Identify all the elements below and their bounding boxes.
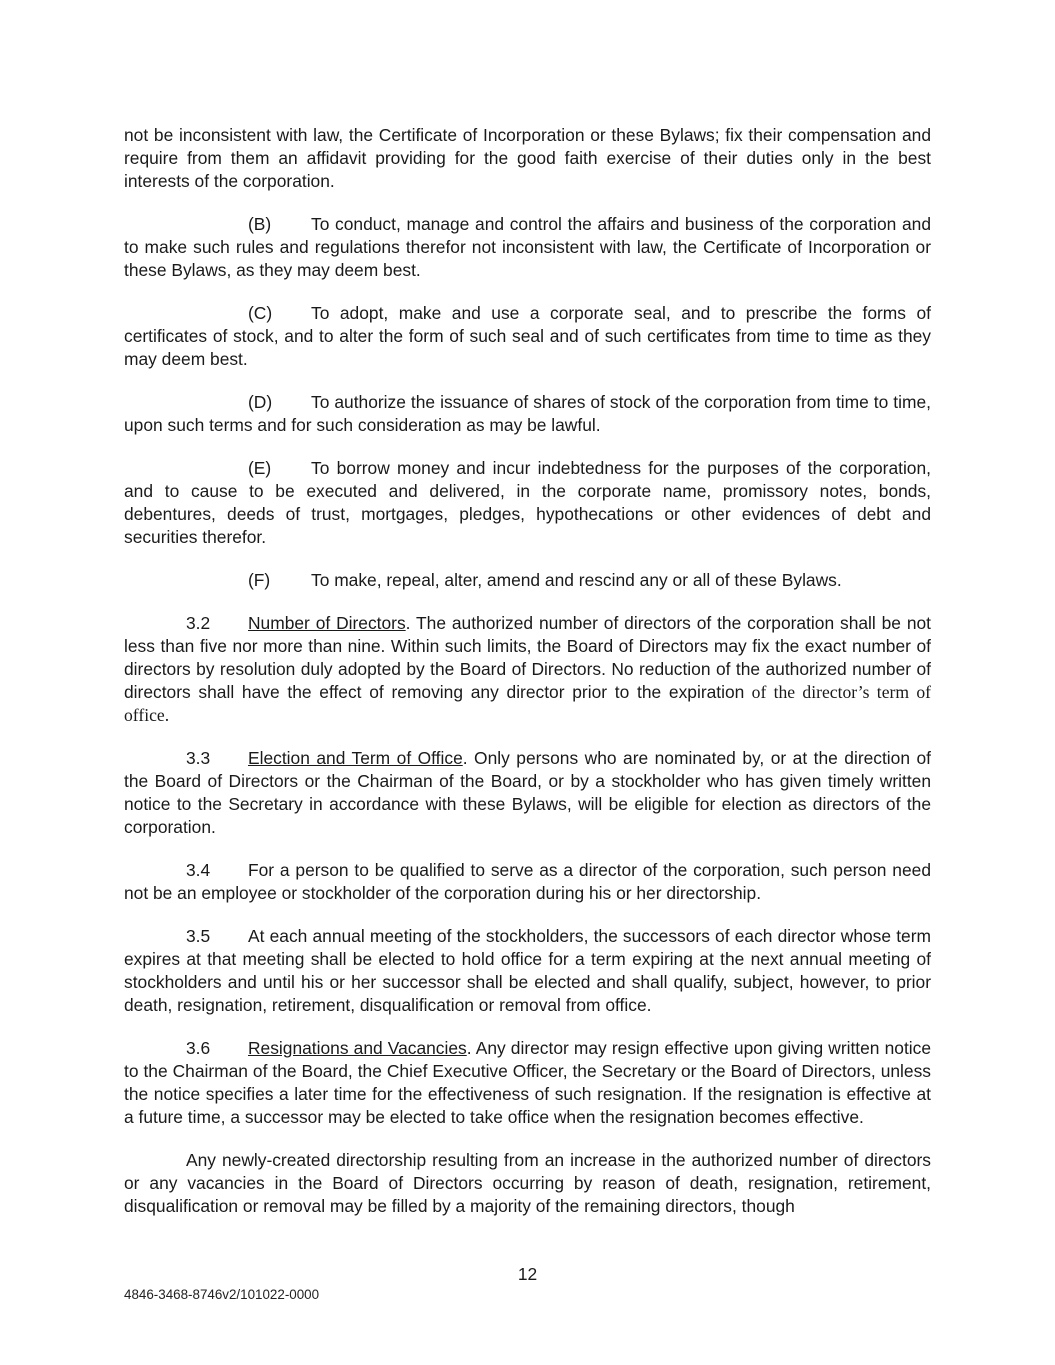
- section-number: 3.3: [186, 748, 211, 768]
- document-id: 4846-3468-8746v2/101022-0000: [124, 1287, 320, 1302]
- item-c: [124, 302, 931, 371]
- page-number: 12: [517, 1264, 538, 1284]
- item-text: To conduct, manage and control the affairs and business of the corporation and to make such rules and regulations therefor not inconsistent with law, the Certificate of Incorporation or these Bylaws, as they may deem best.: [124, 214, 931, 280]
- item-text: To authorize the issuance of shares of stock of the corporation from time to time, upon such terms and for such consideration as may be lawful.: [124, 392, 931, 435]
- section-text: For a person to be qualified to serve as a director of the corporation, such person need not be an employee or stockholder of the corporation during his or her directorship.: [124, 860, 931, 903]
- section-number: 3.2: [186, 613, 211, 633]
- vacancy-paragraph: Any newly-created directorship resulting from an increase in the authorized number of directors or any vacancies in the Board of Directors occurring by reason of death, resignation, retirement, disqualification or removal may be filled by a majority of the remaining directors, though: [124, 1150, 931, 1216]
- item-d: [124, 391, 931, 437]
- section-number: 3.6: [186, 1038, 211, 1058]
- item-label: (D): [248, 392, 273, 412]
- section-3-2: [124, 612, 931, 727]
- section-3-4: [124, 859, 931, 905]
- section-number: 3.5: [186, 926, 211, 946]
- item-b: [124, 213, 931, 282]
- section-3-3: [124, 747, 931, 839]
- section-3-6: [124, 1037, 931, 1129]
- item-text: To make, repeal, alter, amend and rescind any or all of these Bylaws.: [311, 570, 842, 590]
- section-number: 3.4: [186, 860, 211, 880]
- section-text: . The authorized number of directors of the corporation shall be not less than five nor more than nine. Within such limits, the Board of Directors may fix the exact number of directors by resolution duly adopted by the Board of Directors. No reduction of the authorized number of directors shall have the effect of removing any director prior to the expiration: [124, 613, 932, 702]
- item-label: (C): [248, 303, 273, 323]
- item-f: [124, 569, 931, 592]
- item-label: (F): [248, 570, 271, 590]
- section-heading: Number of Directors: [248, 613, 406, 633]
- section-3-5: [124, 925, 931, 1017]
- section-heading: Election and Term of Office: [248, 748, 463, 768]
- section-heading: Resignations and Vacancies: [248, 1038, 467, 1058]
- section-text: At each annual meeting of the stockholders, the successors of each director whose term expires at that meeting shall be elected to hold office for a term expiring at the next annual meeting of stockholders and until his or her successor shall be elected and shall qualify, subject, however, to prior death, resignation, retirement, disqualification or removal from office.: [124, 926, 931, 1015]
- item-e: [124, 457, 931, 549]
- item-label: (B): [248, 214, 272, 234]
- intro-paragraph: not be inconsistent with law, the Certificate of Incorporation or these Bylaws; fix their compensation and require from them an affidavit providing for the good faith exercise of their duties only in the best interests of the corporation.: [124, 125, 931, 191]
- item-text: To borrow money and incur indebtedness for the purposes of the corporation, and to cause to be executed and delivered, in the corporate name, promissory notes, bonds, debentures, deeds of trust, mortgages, pledges, hypothecations or other evidences of debt and securities therefor.: [124, 458, 931, 547]
- document-body: [124, 124, 931, 1238]
- item-label: (E): [248, 458, 272, 478]
- section-text: . Only persons who are nominated by, or at the direction of the Board of Directors or the Chairman of the Board, or by a stockholder who has given timely written notice to the Secretary in accordance with these Bylaws, will be eligible for election as directors of the corporation.: [124, 748, 931, 837]
- section-text: . Any director may resign effective upon giving written notice to the Chairman of the Board, the Chief Executive Officer, the Secretary or the Board of Directors, unless the notice specifies a later time for the effectiveness of such resignation. If the resignation is effective at a future time, a successor may be elected to take office when the resignation becomes effective.: [124, 1038, 931, 1127]
- item-text: To adopt, make and use a corporate seal, and to prescribe the forms of certificates of stock, and to alter the form of such seal and of such certificates from time to time as they may deem best.: [124, 303, 931, 369]
- section-text-tail: of the director’s term of office.: [124, 682, 932, 725]
